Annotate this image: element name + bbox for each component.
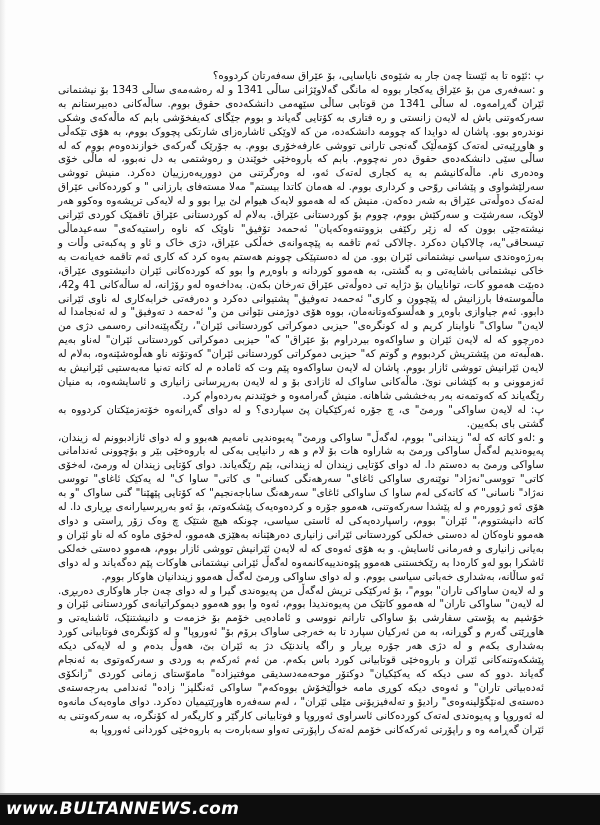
answer-paragraph-2: و :لەو کاتە کە لە" زیندانی" بووم، لەگەڵ" ساواکی ورمێ" پەیوەندیی نامەیم هەبوو و لە دوای ئازادبوونم لە زیندان، پەیوەندیم لەگەڵ ساواکی ورمێ بە شاراوە هات بۆ لام و هە ر دانیایی بەکی لە باروەخێی بێر و بۆچوونی ئەندامانی ساواکی ورمێ بە دەستم دا. لە دوای کۆتایی زیندان لە زیندانی، بێم رێگەیاند. دوای کۆتایی زیندان لە ورمێ، لەخۆی کاتی" تووسی"نەژاد" نوێنەری ساواکی ئاغای" سەرهەنگی کسانی" ی کاتی" ساوا ک" لە یەکێک ئاغای" تووسی نەژاد" ناسانی" کە کاتەکی لەم ساوا ک ساواکی ئاغای" سەرهەنگ ساباجەنجیم" کە کۆتایی پێهێنا" گنی ساواک "و بە هۆی ئەو ژوورەم و لە پێشدا سەرکەوتنی، هەموو جۆرە و کردەوەیەک پێشکەوتم، بۆ ئەو بەرپرسیارانەی بڕیاری دا. لە کاتە دانیشتووم،" ئێران" بووم، راسپاردەیەکی لە ئاستی سیاسی، چونکە هیچ شتێک چ وەک زۆر ڕاستی و دوای هەموو ناوەکان لە دەستی خەلکی کوردستانی ئێرانی زانیاری دەرهێنانە بەهێزی هەموو، لەخۆی ماوە کە لە ناو ئێران و بەیانی زانیاری و فەرمانی ئاسایش. و بە هۆی ئەوەی کە لە لایەن ئێرانیش تووشی ئازار بووم، هەموو دەستی خەلکی ئاشکرا بوو لەو کارەدا بە رێکخستنی هەموو پێوەندییەکانمەوە لەگەڵ ئێرانی نیشتمانی هاوکات پێم دەگەیاند و لە دوای ئەو ساڵانە، بەشداری خەباتی سیاسی بووم. و لە دوای ساواکی ورمێ لەگەڵ هەموو زیندانیان هاوکار بووم. <box>58 431 544 583</box>
answer-paragraph-1: و :سەفەری من بۆ عێراق یەکجار بووە لە مانگی گەلاوێژانی ساڵی 1341 و لە رەشەمەی ساڵی 1343 بۆ نیشتمانی ئێران گەڕامەوە. لە ساڵی 1341 من قوتابی ساڵی سێهەمی دانشکەدەی حقوق بووم. ساڵەکانی دەبیرستانم بە سەرکەوتنی باش لە لایەن زانستی و رە فتاری بە کۆتایی گەیاند و بووم جێگای کەیفخۆشی بابم کە ماڵەکەی وشکی نوندرەو بوو. پاشان لە دوایدا کە چوومە دانشکەدە، من کە لاوێکی ئاشارەزای شارتکی پچووک بووم، بە هۆی تێکەڵی و هاوڕێیەتی لەتەک کۆمەڵێک گەنجی تارانی تووشی عارفەخۆری بووم. بە جۆرێک گەرکەی خوازندەوەم بووم کە لە ساڵی سێی دانشکەدەی حقوق دەر نەچووم. بابم کە باروەخێی خوێندن و رەوشتمی بە دل نەبوو، لە ماڵی خۆی وەدەری نام. ماڵەکانیشم بە یە کجاری لەتەک ئەو، لە وەرگرتنی من دووریەەرزییان دەکرد. منیش تووشی سەرلێشواوی و پێشانی روّحی و کرداری بووم. لە هەمان کاتدا بیستم" مەلا مستەفای بارزانی " و کوردەکانی عێراق لەتەک دەوڵەتی عێراق بە شەر دەکەن. منیش کە لە هەموو لایەک هیوام لێ بڕا بوو و لە لایەکی تریشەوە وەکوو هەر لاوێک، سەرشێت و سەرکێش بووم، چووم بۆ کوردستانی عێراق. بەلام لە کوردستانی عێراق تاقمێک کوردی ئێرانی نیشتەجێی بوون کە لە زێر رکێفی بزووتنەوەکەیان" ئەحمەد تۆفیق" ناوێک کە ناوە راستیەکەی" سەعیدماڵی تیسحاقی"یە، چالاکیان دەکرد .چالاکی ئەم تاقمە بە پێچەوانەی خەڵکی عێراق، دژی خاک و ئاو و پەکبەتی وڵات و بەرژەوەندی سیاسی نیشتمانی ئێران بوو. من لە دەستپێکی چوونم هەستم بەوە کرد کە کاری ئەم تاقمە خەیانەت بە خاکی نیشتمانی باشایەتی و بە گشتی، بە هەموو کوردانە و باوەڕم وا بوو کە کوردەکانی ئێران دانیشتووی عێراق، دەبێت هەموو کات، تواناییان بۆ دژایه تی دەوڵەتی عێراق تەرخان بکەن. بەداخەوە لەو رۆژانە، لە ساڵەکانی 41 و42، ماڵموستەفا بارزانیش لە پێچوون و کاری" ئەحمەد تەوفیق" پشتیوانی دەکرد و دەرفەتی خرابەکاری لە ناوی ئێرانی دابوو. ئەم جیاوازی باوەڕ و هەڵسوکەوتانەمان، بووە هۆی دوژمنی نێوانی من و" ئەحمە د تەوفیق" و لە ئەنجامدا لە لایەن" ساواک" ناوابنار کریم و لە کونگرەی" حیزبی دموکراتی کوردستانی ئێران"، رێگەپێنەدانی رەسمی دژی من دەرچوو کە لە لایەن ئێران و ساواکەوە بیردراوم بۆ عێراق" کە" حیزبی دموکراتی کوردستانی ئێران" لەناو بەیم .هەڵبەتە من پێشتریش کردبووم و گوتم کە" حیزبی دموکراتی کوردستانی ئێران" کەوتۆتە ناو هەڵوەشێنەوە، بەلام لە لایەن ئێرانیش تووشی ئازار بووم. پاشان لە لایەن ساواکەوە پێم وت کە ئاماده م لە کاتە تەنیا مەبەستیی ئێرانیش بە ئەزموونی و بە کێشانی نوێ. ماڵەکانی ساواک لە ئازادی بۆ و لە لایەن بەرپرسانی زانیاری و ئاسایشەوە، بە منیان رێگەیاند کە کەوتمەنە بەر بەخششی شاهانە. منیش گەرامەوە و خوێندنم بەردەوام کرد. <box>58 83 545 402</box>
footer-divider <box>0 793 600 795</box>
answer-paragraph-3: و لە لایەن ساواکی تاران" بووم"، بۆ ئەرکێکی تریش لەگەڵ من پەیوەندی گیرا و لە دوای چەن جار هاوکاری دەربڕی. لە لایەن" ساواکی تاران" لە هەموو کاتێک من پەیوەندیدا بووم، ئەوە وا بوو هەموو دیموکراتیانەی کوردستانی ئێران و خۆشیم بە پۆستی سفارشی بۆ ساواکی تارانم نووسی و ئامادەیی خۆمم بۆ خزمەت و دانیشتنێک، ئاشنایەتی و هاوڕێتی گەرم و گوڕانە، بە من ئەرکیان سپارد تا بە خەرجی ساواک برۆم بۆ" ئەوروپا" و لە کۆنگرەی فوتابیانی کورد بەشداری بکەم و لە دژی هەر جۆرە بڕیار و راگە یاندنێک دژ بە ئێران بێ، هەوڵ بدەم و لە لایەکی دیکە پێشکەوتنەکانی ئێران و باروەخێی قوتابیانی کورد باس بکەم. من ئەم ئەرکەم بە وردی و سەرکەوتوی بە ئەنجام گەیاند .دوو کە سی دیکە کە یەکێکیان" دوکتۆر موحەمەدسدیقی موفتیزادە" ماموّستای زمانی کوردی "زانکۆی ئەدەبیاتی تاران" و ئەوەی دیکە کوڕی مامە خواڵێخۆش بووەکەم" ساواکی ئەنگلیز" زادە" ئەندامی بەرجەستەی دەستەی لەنێگۆلینەوەی" رادیۆ و تەلەفیزیۆنی مێلی ئێران" ، لەم سەفەرە هاورێتیمیان دەکرد. دوای ماوەیەک مانەوە لە ئەوروپا و پەیوەندی لەتەک کوردەکانی ئاسراوی ئەوروپا و فوتابیانی کارگێر و کاریگەر لە کۆنگرە، بە سەرکەوتنی بە ئێران گەڕامە وە و راپۆرتی ئەرکەکانی خۆمم لەتەک راپۆرتی تەواو سەبارەت بە باروەخێی کوردانی ئەوروپا بە <box>58 584 544 736</box>
question-paragraph-2: پ: لە لایەن ساواکی" ورمێ" ی، چ جۆرە ئەرکێکیان پێ سپاردی؟ و لە دوای گەڕانەوە خۆتەزمێکتان کردووە بە گشتی بای بکەیین. <box>58 403 544 430</box>
site-watermark: www.BULTANNEWS.com <box>6 799 240 819</box>
question-paragraph-1: پ :ئێوە تا بە ئێستا چەن جار بە شێوەی نایاسایی، بۆ عێراق سەفەرتان کردووە؟ <box>212 70 544 82</box>
scan-edge-shadow <box>0 0 6 795</box>
interview-text-body <box>58 70 544 738</box>
